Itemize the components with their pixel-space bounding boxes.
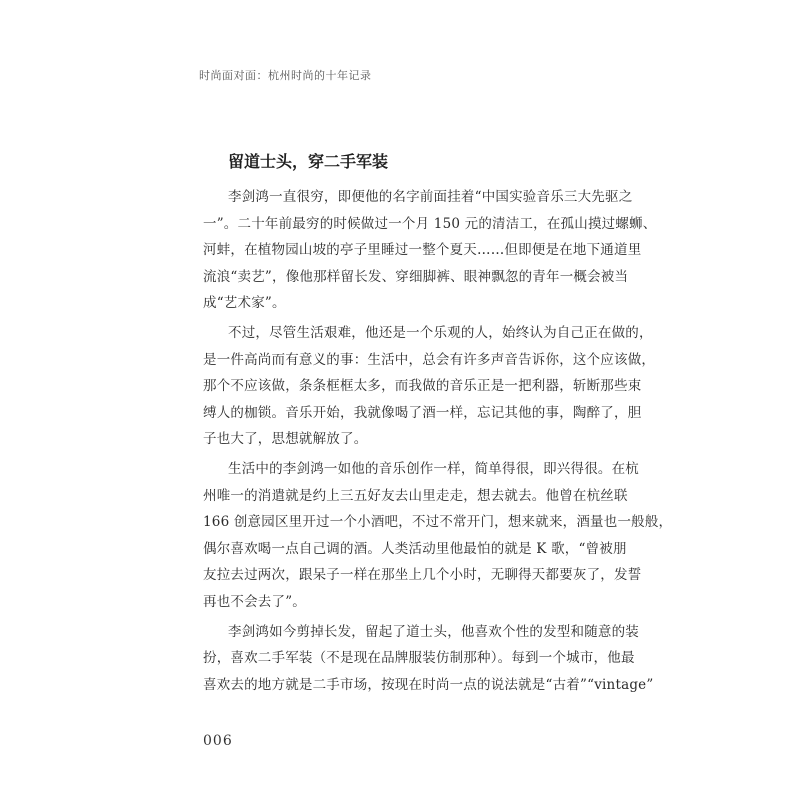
text-line: 河蚌，在植物园山坡的亭子里睡过一整个夏天……但即便是在地下通道里 [203,242,642,259]
text-line: 成“艺术家”。 [203,295,286,312]
section-title: 留道士头，穿二手军装 [228,152,389,171]
text-line: 流浪“卖艺”，像他那样留长发、穿细脚裤、眼神飘忽的青年一概会被当 [203,268,629,285]
paragraph-1 [203,184,657,317]
paragraph-3 [203,456,673,616]
text-line: 不过，尽管生活艰难，他还是一个乐观的人，始终认为自己正在做的， [228,324,653,341]
text-line: 再也不会去了”。 [203,593,307,610]
body-text [203,184,673,701]
page-number: 006 [203,733,233,749]
text-line: 166 创意园区里开过一个小酒吧，不过不常开门，想来就来，酒量也一般般， [203,514,673,531]
text-line: 是一件高尚而有意义的事：生活中，总会有许多声音告诉你，这个应该做， [203,351,656,368]
text-line: 友拉去过两次，跟呆子一样在那坐上几个小时，无聊得天都要灰了，发誓 [203,567,642,584]
text-line: 州唯一的消遣就是约上三五好友去山里走走，想去就去。他曾在杭丝联 [203,487,628,504]
text-line: 生活中的李剑鸿一如他的音乐创作一样，简单得很，即兴得很。在杭 [228,460,639,477]
text-line: 喜欢去的地方就是二手市场，按现在时尚一点的说法就是“古着”“vintage” [203,676,654,693]
text-line: 那个不应该做，条条框框太多，而我做的音乐正是一把利器，斩断那些束 [203,378,642,395]
paragraph-4 [203,619,654,699]
text-line: 一”。二十年前最穷的时候做过一个月 150 元的清洁工，在孤山摸过螺蛳、 [203,215,657,232]
text-line: 子也大了，思想就解放了。 [203,431,368,448]
text-line: 李剑鸿如今剪掉长发，留起了道士头，他喜欢个性的发型和随意的装 [228,623,639,640]
text-line: 偶尔喜欢喝一点自己调的酒。人类活动里他最怕的就是 K 歌，“曾被朋 [203,540,627,557]
running-header: 时尚面对面：杭州时尚的十年记录 [199,69,372,82]
text-line: 扮，喜欢二手军装（不是现在品牌服装仿制那种）。每到一个城市，他最 [203,650,635,667]
text-line: 李剑鸿一直很穷，即便他的名字前面挂着“中国实验音乐三大先驱之 [228,189,633,205]
text-line: 缚人的枷锁。音乐开始，我就像喝了酒一样，忘记其他的事，陶醉了，胆 [203,404,642,421]
paragraph-2 [203,320,656,453]
